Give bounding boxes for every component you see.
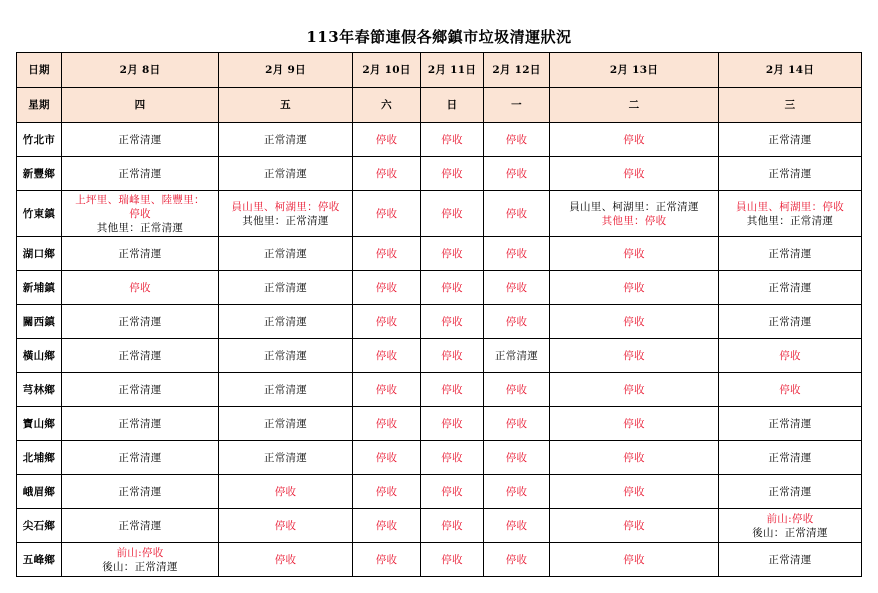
status-cell (219, 373, 353, 407)
status-cell (62, 475, 219, 509)
suspended-status-text: 停收 (623, 485, 645, 498)
suspended-status-text: 其他里：停收 (601, 214, 667, 227)
status-cell (719, 543, 862, 577)
suspended-status-text: 停收 (441, 485, 463, 498)
status-cell (219, 305, 353, 339)
suspended-status-text: 停收 (441, 281, 463, 294)
schedule-body (17, 123, 862, 577)
table-row (17, 441, 862, 475)
normal-status-text: 正常清運 (263, 247, 308, 260)
weekday-header: 四 (62, 88, 219, 123)
suspended-status-text: 停收 (505, 281, 528, 294)
normal-status-text: 正常清運 (118, 167, 162, 180)
date-header: 2月 11日 (421, 53, 484, 88)
normal-status-text: 其他里：正常清運 (96, 221, 184, 234)
table-row (17, 157, 862, 191)
date-header: 2月 9日 (219, 53, 353, 88)
status-cell (421, 123, 484, 157)
suspended-status-text: 停收 (375, 207, 398, 220)
status-cell (353, 123, 421, 157)
status-cell (484, 123, 550, 157)
table-row (17, 237, 862, 271)
weekday-label: 星期 (17, 88, 62, 123)
status-cell (219, 441, 353, 475)
suspended-status-text: 停收 (505, 485, 528, 498)
normal-status-text: 正常清運 (118, 485, 162, 498)
page-title: 113年春節連假各鄉鎮市垃圾清運狀況 (306, 28, 572, 46)
suspended-status-text: 停收 (129, 207, 151, 220)
normal-status-text: 正常清運 (263, 451, 308, 464)
status-cell (719, 123, 862, 157)
suspended-status-text: 停收 (623, 281, 645, 294)
suspended-status-text: 停收 (779, 349, 801, 362)
suspended-status-text: 停收 (441, 383, 463, 396)
status-cell (353, 237, 421, 271)
suspended-status-text: 停收 (505, 247, 528, 260)
status-cell (421, 339, 484, 373)
normal-status-text: 正常清運 (263, 349, 308, 362)
normal-status-text: 正常清運 (768, 133, 812, 146)
status-cell (353, 191, 421, 237)
status-cell (353, 441, 421, 475)
suspended-status-text: 停收 (505, 133, 528, 146)
status-cell (353, 543, 421, 577)
suspended-status-text: 停收 (505, 383, 528, 396)
normal-status-text: 正常清運 (118, 383, 162, 396)
suspended-status-text: 停收 (505, 207, 528, 220)
suspended-status-text: 停收 (623, 315, 645, 328)
township-name: 芎林鄉 (17, 373, 62, 407)
suspended-status-text: 停收 (505, 417, 528, 430)
status-cell (353, 271, 421, 305)
suspended-status-text: 上坪里、瑞峰里、陸豐里： (75, 193, 205, 206)
suspended-status-text: 停收 (441, 207, 463, 220)
suspended-status-text: 停收 (441, 133, 463, 146)
normal-status-text: 正常清運 (768, 485, 812, 498)
status-cell (62, 373, 219, 407)
normal-status-text: 正常清運 (768, 417, 812, 430)
status-cell (421, 407, 484, 441)
normal-status-text: 正常清運 (263, 167, 308, 180)
status-cell (484, 475, 550, 509)
status-cell (421, 305, 484, 339)
status-cell (550, 271, 719, 305)
suspended-status-text: 停收 (779, 383, 801, 396)
suspended-status-text: 停收 (505, 451, 528, 464)
status-cell (353, 475, 421, 509)
status-cell (219, 339, 353, 373)
suspended-status-text: 停收 (274, 485, 297, 498)
suspended-status-text: 停收 (441, 451, 463, 464)
normal-status-text: 員山里、柯湖里：正常清運 (569, 200, 699, 213)
status-cell (421, 475, 484, 509)
status-cell (484, 237, 550, 271)
status-cell (484, 407, 550, 441)
suspended-status-text: 停收 (623, 167, 645, 180)
suspended-status-text: 停收 (375, 451, 398, 464)
weekday-header: 日 (421, 88, 484, 123)
status-cell (62, 305, 219, 339)
date-header-row (17, 53, 862, 88)
status-cell (550, 373, 719, 407)
suspended-status-text: 停收 (441, 247, 463, 260)
suspended-status-text: 員山里、柯湖里：停收 (736, 200, 844, 213)
township-name: 橫山鄉 (17, 339, 62, 373)
status-cell (484, 373, 550, 407)
collection-schedule-table (16, 52, 862, 577)
status-cell (219, 475, 353, 509)
township-name: 峨眉鄉 (17, 475, 62, 509)
status-cell (484, 543, 550, 577)
suspended-status-text: 停收 (375, 133, 398, 146)
normal-status-text: 其他里：正常清運 (242, 214, 329, 227)
township-name: 新埔鎮 (17, 271, 62, 305)
status-cell (219, 543, 353, 577)
normal-status-text: 正常清運 (263, 315, 308, 328)
normal-status-text: 其他里：正常清運 (746, 214, 834, 227)
status-cell (219, 191, 353, 237)
status-cell (219, 123, 353, 157)
table-row (17, 475, 862, 509)
status-cell (719, 339, 862, 373)
suspended-status-text: 員山里、柯湖里：停收 (231, 200, 340, 213)
status-cell (353, 407, 421, 441)
normal-status-text: 正常清運 (768, 167, 812, 180)
normal-status-text: 正常清運 (118, 247, 162, 260)
status-cell (550, 191, 719, 237)
suspended-status-text: 前山:停收 (116, 546, 164, 559)
status-cell (421, 191, 484, 237)
status-cell (719, 509, 862, 543)
status-cell (550, 543, 719, 577)
date-label: 日期 (17, 53, 62, 88)
suspended-status-text: 停收 (375, 553, 398, 566)
normal-status-text: 正常清運 (768, 451, 812, 464)
suspended-status-text: 停收 (623, 247, 645, 260)
township-name: 北埔鄉 (17, 441, 62, 475)
status-cell (219, 237, 353, 271)
normal-status-text: 正常清運 (118, 349, 162, 362)
status-cell (421, 441, 484, 475)
status-cell (421, 373, 484, 407)
status-cell (62, 509, 219, 543)
township-name: 五峰鄉 (17, 543, 62, 577)
status-cell (719, 157, 862, 191)
suspended-status-text: 前山:停收 (766, 512, 814, 525)
suspended-status-text: 停收 (441, 349, 463, 362)
status-cell (550, 339, 719, 373)
normal-status-text: 正常清運 (118, 519, 162, 532)
status-cell (484, 271, 550, 305)
status-cell (421, 543, 484, 577)
status-cell (719, 237, 862, 271)
status-cell (353, 509, 421, 543)
date-header: 2月 13日 (550, 53, 719, 88)
suspended-status-text: 停收 (375, 247, 398, 260)
status-cell (62, 543, 219, 577)
date-header: 2月 12日 (484, 53, 550, 88)
status-cell (62, 157, 219, 191)
normal-status-text: 正常清運 (118, 315, 162, 328)
status-cell (421, 157, 484, 191)
suspended-status-text: 停收 (375, 417, 398, 430)
suspended-status-text: 停收 (375, 383, 398, 396)
township-name: 關西鎮 (17, 305, 62, 339)
township-name: 竹北市 (17, 123, 62, 157)
weekday-header-row (17, 88, 862, 123)
weekday-header: 三 (719, 88, 862, 123)
normal-status-text: 正常清運 (118, 451, 162, 464)
normal-status-text: 正常清運 (768, 281, 812, 294)
table-row (17, 407, 862, 441)
suspended-status-text: 停收 (375, 315, 398, 328)
suspended-status-text: 停收 (505, 315, 528, 328)
suspended-status-text: 停收 (623, 519, 645, 532)
status-cell (219, 407, 353, 441)
status-cell (550, 509, 719, 543)
normal-status-text: 正常清運 (118, 417, 162, 430)
weekday-header: 六 (353, 88, 421, 123)
date-header: 2月 10日 (353, 53, 421, 88)
table-row (17, 191, 862, 237)
status-cell (62, 123, 219, 157)
suspended-status-text: 停收 (375, 519, 398, 532)
suspended-status-text: 停收 (623, 451, 645, 464)
suspended-status-text: 停收 (623, 349, 645, 362)
status-cell (353, 339, 421, 373)
township-name: 尖石鄉 (17, 509, 62, 543)
table-row (17, 543, 862, 577)
status-cell (550, 123, 719, 157)
suspended-status-text: 停收 (441, 553, 463, 566)
status-cell (719, 407, 862, 441)
status-cell (484, 441, 550, 475)
township-name: 湖口鄉 (17, 237, 62, 271)
normal-status-text: 正常清運 (118, 133, 162, 146)
status-cell (353, 305, 421, 339)
status-cell (550, 475, 719, 509)
status-cell (719, 305, 862, 339)
normal-status-text: 正常清運 (768, 247, 812, 260)
status-cell (719, 475, 862, 509)
status-cell (550, 305, 719, 339)
status-cell (719, 441, 862, 475)
status-cell (62, 271, 219, 305)
status-cell (219, 509, 353, 543)
status-cell (484, 157, 550, 191)
suspended-status-text: 停收 (375, 167, 398, 180)
normal-status-text: 正常清運 (768, 553, 812, 566)
normal-status-text: 正常清運 (263, 383, 308, 396)
status-cell (421, 271, 484, 305)
normal-status-text: 正常清運 (263, 133, 308, 146)
suspended-status-text: 停收 (505, 519, 528, 532)
suspended-status-text: 停收 (129, 281, 151, 294)
table-row (17, 339, 862, 373)
status-cell (353, 157, 421, 191)
status-cell (550, 441, 719, 475)
status-cell (421, 509, 484, 543)
status-cell (62, 407, 219, 441)
suspended-status-text: 停收 (441, 417, 463, 430)
status-cell (719, 191, 862, 237)
date-header: 2月 14日 (719, 53, 862, 88)
status-cell (62, 441, 219, 475)
township-name: 新豐鄉 (17, 157, 62, 191)
suspended-status-text: 停收 (441, 315, 463, 328)
status-cell (219, 157, 353, 191)
status-cell (484, 509, 550, 543)
suspended-status-text: 停收 (623, 133, 645, 146)
township-name: 竹東鎮 (17, 191, 62, 237)
suspended-status-text: 停收 (623, 417, 645, 430)
status-cell (484, 191, 550, 237)
date-header: 2月 8日 (62, 53, 219, 88)
status-cell (719, 373, 862, 407)
suspended-status-text: 停收 (505, 553, 528, 566)
weekday-header: 一 (484, 88, 550, 123)
suspended-status-text: 停收 (375, 281, 398, 294)
normal-status-text: 正常清運 (494, 349, 539, 362)
suspended-status-text: 停收 (441, 167, 463, 180)
suspended-status-text: 停收 (274, 553, 297, 566)
status-cell (421, 237, 484, 271)
suspended-status-text: 停收 (375, 349, 398, 362)
status-cell (62, 237, 219, 271)
suspended-status-text: 停收 (623, 553, 645, 566)
table-row (17, 305, 862, 339)
suspended-status-text: 停收 (274, 519, 297, 532)
table-row (17, 373, 862, 407)
status-cell (484, 339, 550, 373)
township-name: 寶山鄉 (17, 407, 62, 441)
table-row (17, 271, 862, 305)
status-cell (550, 237, 719, 271)
status-cell (550, 157, 719, 191)
weekday-header: 五 (219, 88, 353, 123)
table-row (17, 123, 862, 157)
status-cell (62, 339, 219, 373)
weekday-header: 二 (550, 88, 719, 123)
suspended-status-text: 停收 (375, 485, 398, 498)
suspended-status-text: 停收 (623, 383, 645, 396)
status-cell (719, 271, 862, 305)
normal-status-text: 後山：正常清運 (102, 560, 178, 573)
table-row (17, 509, 862, 543)
status-cell (219, 271, 353, 305)
normal-status-text: 正常清運 (263, 281, 308, 294)
normal-status-text: 正常清運 (768, 315, 812, 328)
status-cell (62, 191, 219, 237)
normal-status-text: 後山：正常清運 (752, 526, 828, 539)
normal-status-text: 正常清運 (263, 417, 308, 430)
status-cell (484, 305, 550, 339)
status-cell (353, 373, 421, 407)
status-cell (550, 407, 719, 441)
suspended-status-text: 停收 (505, 167, 528, 180)
suspended-status-text: 停收 (441, 519, 463, 532)
